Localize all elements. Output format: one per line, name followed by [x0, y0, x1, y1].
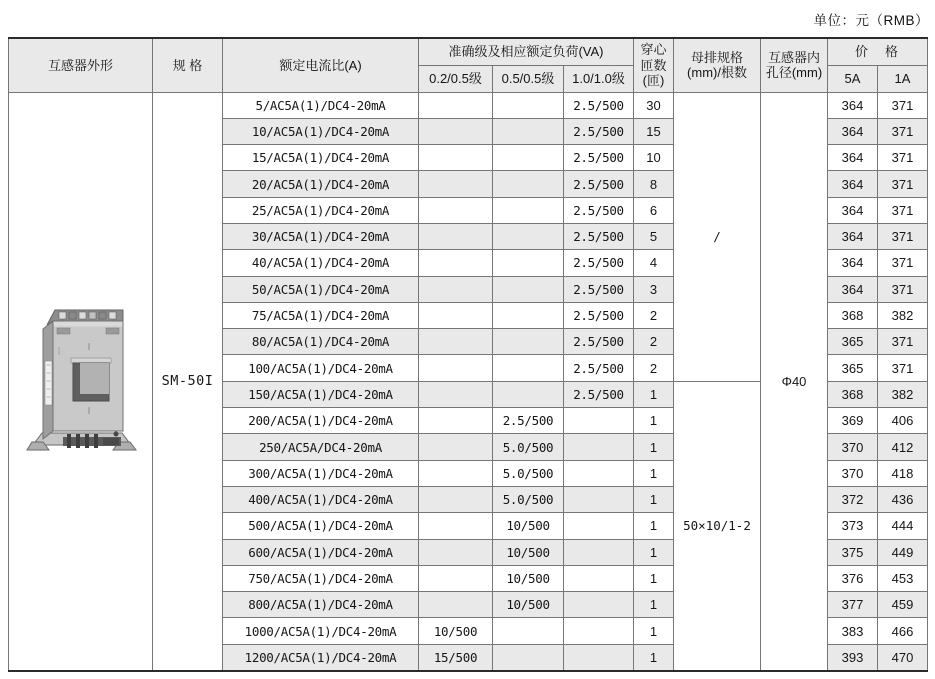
turns-header-line1: 穿心 [640, 42, 667, 58]
load-02-value: 15/500 [419, 644, 493, 670]
ratio-value: 30/AC5A(1)/DC4-20mA [223, 223, 419, 249]
ratio-value: 75/AC5A(1)/DC4-20mA [223, 302, 419, 328]
load-10-value [564, 408, 634, 434]
price-5a-value: 368 [828, 381, 878, 407]
header-row-1 [9, 38, 928, 65]
turns-value: 1 [634, 644, 674, 670]
turns-value: 1 [634, 460, 674, 486]
load-02-value [419, 434, 493, 460]
turns-value: 1 [634, 513, 674, 539]
load-05-value [493, 644, 564, 670]
col-header-accuracy-10: 1.0/1.0级 [564, 65, 634, 92]
load-02-value [419, 118, 493, 144]
ratio-value: 150/AC5A(1)/DC4-20mA [223, 381, 419, 407]
price-5a-value: 364 [828, 92, 878, 118]
turns-value: 2 [634, 355, 674, 381]
price-table [8, 37, 928, 672]
table-header [9, 38, 928, 92]
price-5a-value: 364 [828, 250, 878, 276]
turns-value: 30 [634, 92, 674, 118]
turns-value: 1 [634, 539, 674, 565]
price-1a-value: 371 [878, 250, 928, 276]
load-02-value [419, 276, 493, 302]
price-5a-value: 370 [828, 434, 878, 460]
load-02-value [419, 145, 493, 171]
price-1a-value: 371 [878, 145, 928, 171]
load-10-value [564, 513, 634, 539]
load-05-value [493, 355, 564, 381]
price-1a-value: 406 [878, 408, 928, 434]
load-10-value: 2.5/500 [564, 92, 634, 118]
load-10-value [564, 486, 634, 512]
ratio-value: 40/AC5A(1)/DC4-20mA [223, 250, 419, 276]
load-02-value [419, 329, 493, 355]
price-5a-value: 368 [828, 302, 878, 328]
load-02-value [419, 513, 493, 539]
load-10-value [564, 460, 634, 486]
bore-header-line1: 互感器内 [767, 49, 820, 65]
load-02-value [419, 539, 493, 565]
turns-value: 1 [634, 381, 674, 407]
table-body [9, 92, 928, 671]
price-5a-value: 364 [828, 276, 878, 302]
price-5a-value: 364 [828, 197, 878, 223]
price-5a-value: 364 [828, 171, 878, 197]
price-5a-value: 377 [828, 592, 878, 618]
load-10-value [564, 592, 634, 618]
price-1a-value: 371 [878, 355, 928, 381]
price-5a-value: 364 [828, 118, 878, 144]
turns-value: 1 [634, 486, 674, 512]
load-02-value [419, 355, 493, 381]
col-header-price-5a: 5A [828, 65, 878, 92]
load-02-value [419, 565, 493, 591]
turns-value: 1 [634, 592, 674, 618]
price-1a-value: 371 [878, 223, 928, 249]
turns-value: 5 [634, 223, 674, 249]
load-02-value [419, 486, 493, 512]
price-1a-value: 449 [878, 539, 928, 565]
bore-value: Φ40 [761, 92, 828, 671]
load-10-value: 2.5/500 [564, 276, 634, 302]
busbar-value: / [674, 92, 761, 381]
load-10-value [564, 618, 634, 644]
load-05-value: 5.0/500 [493, 486, 564, 512]
price-5a-value: 365 [828, 329, 878, 355]
ratio-value: 1000/AC5A(1)/DC4-20mA [223, 618, 419, 644]
price-5a-value: 370 [828, 460, 878, 486]
price-1a-value: 371 [878, 276, 928, 302]
load-10-value: 2.5/500 [564, 250, 634, 276]
ratio-value: 50/AC5A(1)/DC4-20mA [223, 276, 419, 302]
col-header-appearance: 互感器外形 [9, 38, 153, 92]
load-02-value [419, 460, 493, 486]
price-5a-value: 373 [828, 513, 878, 539]
turns-value: 4 [634, 250, 674, 276]
load-02-value [419, 250, 493, 276]
load-10-value: 2.5/500 [564, 118, 634, 144]
turns-value: 1 [634, 408, 674, 434]
price-1a-value: 371 [878, 118, 928, 144]
load-05-value [493, 118, 564, 144]
ratio-value: 300/AC5A(1)/DC4-20mA [223, 460, 419, 486]
load-05-value [493, 197, 564, 223]
ratio-value: 600/AC5A(1)/DC4-20mA [223, 539, 419, 565]
load-10-value: 2.5/500 [564, 302, 634, 328]
turns-value: 1 [634, 565, 674, 591]
col-header-accuracy-group: 准确级及相应额定负荷(VA) [419, 38, 634, 65]
load-05-value: 5.0/500 [493, 460, 564, 486]
price-1a-value: 418 [878, 460, 928, 486]
price-1a-value: 444 [878, 513, 928, 539]
price-5a-value: 375 [828, 539, 878, 565]
load-02-value: 10/500 [419, 618, 493, 644]
load-02-value [419, 92, 493, 118]
turns-value: 6 [634, 197, 674, 223]
price-5a-value: 376 [828, 565, 878, 591]
load-05-value [493, 223, 564, 249]
turns-header-line2: 匝数 [640, 57, 667, 73]
turns-value: 1 [634, 434, 674, 460]
price-1a-value: 459 [878, 592, 928, 618]
price-5a-value: 364 [828, 145, 878, 171]
load-10-value: 2.5/500 [564, 171, 634, 197]
col-header-spec: 规 格 [153, 38, 223, 92]
load-05-value [493, 302, 564, 328]
ratio-value: 200/AC5A(1)/DC4-20mA [223, 408, 419, 434]
load-05-value [493, 381, 564, 407]
turns-value: 2 [634, 329, 674, 355]
load-10-value: 2.5/500 [564, 355, 634, 381]
col-header-price-1a: 1A [878, 65, 928, 92]
load-10-value: 2.5/500 [564, 223, 634, 249]
load-05-value [493, 171, 564, 197]
bore-header-line2: 孔径(mm) [765, 65, 823, 81]
load-02-value [419, 408, 493, 434]
ratio-value: 750/AC5A(1)/DC4-20mA [223, 565, 419, 591]
ratio-value: 100/AC5A(1)/DC4-20mA [223, 355, 419, 381]
price-1a-value: 470 [878, 644, 928, 670]
price-1a-value: 453 [878, 565, 928, 591]
load-05-value: 5.0/500 [493, 434, 564, 460]
turns-value: 15 [634, 118, 674, 144]
load-10-value [564, 434, 634, 460]
ratio-value: 5/AC5A(1)/DC4-20mA [223, 92, 419, 118]
busbar-header-line2: (mm)/根数 [687, 65, 747, 81]
busbar-header-line1: 母排规格 [690, 49, 743, 65]
load-10-value: 2.5/500 [564, 197, 634, 223]
ratio-value: 400/AC5A(1)/DC4-20mA [223, 486, 419, 512]
price-1a-value: 466 [878, 618, 928, 644]
col-header-accuracy-02: 0.2/0.5级 [419, 65, 493, 92]
col-header-ratio: 额定电流比(A) [223, 38, 419, 92]
ratio-value: 80/AC5A(1)/DC4-20mA [223, 329, 419, 355]
load-10-value: 2.5/500 [564, 381, 634, 407]
col-header-turns [634, 38, 674, 92]
col-header-busbar [674, 38, 761, 92]
ratio-value: 800/AC5A(1)/DC4-20mA [223, 592, 419, 618]
load-05-value [493, 145, 564, 171]
ratio-value: 25/AC5A(1)/DC4-20mA [223, 197, 419, 223]
load-02-value [419, 302, 493, 328]
load-05-value: 10/500 [493, 592, 564, 618]
turns-value: 10 [634, 145, 674, 171]
turns-value: 2 [634, 302, 674, 328]
price-1a-value: 382 [878, 302, 928, 328]
ratio-value: 20/AC5A(1)/DC4-20mA [223, 171, 419, 197]
ratio-value: 15/AC5A(1)/DC4-20mA [223, 145, 419, 171]
load-05-value [493, 92, 564, 118]
load-05-value [493, 329, 564, 355]
load-02-value [419, 223, 493, 249]
ratio-value: 500/AC5A(1)/DC4-20mA [223, 513, 419, 539]
price-5a-value: 393 [828, 644, 878, 670]
load-05-value [493, 250, 564, 276]
load-05-value [493, 618, 564, 644]
transformer-photo [23, 303, 139, 459]
busbar-value: 50×10/1-2 [674, 381, 761, 670]
price-1a-value: 412 [878, 434, 928, 460]
price-1a-value: 371 [878, 197, 928, 223]
ratio-value: 1200/AC5A(1)/DC4-20mA [223, 644, 419, 670]
load-02-value [419, 381, 493, 407]
price-1a-value: 371 [878, 329, 928, 355]
price-5a-value: 369 [828, 408, 878, 434]
load-05-value: 10/500 [493, 539, 564, 565]
load-10-value [564, 565, 634, 591]
load-02-value [419, 197, 493, 223]
col-header-price-group: 价 格 [828, 38, 928, 65]
load-02-value [419, 592, 493, 618]
price-1a-value: 371 [878, 92, 928, 118]
spec-value: SM-50I [153, 92, 223, 671]
ratio-value: 10/AC5A(1)/DC4-20mA [223, 118, 419, 144]
turns-value: 8 [634, 171, 674, 197]
turns-value: 1 [634, 618, 674, 644]
load-05-value: 10/500 [493, 565, 564, 591]
turns-header-line3: (匝) [642, 72, 665, 88]
col-header-accuracy-05: 0.5/0.5级 [493, 65, 564, 92]
load-02-value [419, 171, 493, 197]
price-5a-value: 364 [828, 223, 878, 249]
unit-label: 单位：元（RMB） [813, 13, 929, 28]
price-5a-value: 383 [828, 618, 878, 644]
load-05-value: 2.5/500 [493, 408, 564, 434]
load-10-value: 2.5/500 [564, 145, 634, 171]
load-10-value: 2.5/500 [564, 329, 634, 355]
load-05-value: 10/500 [493, 513, 564, 539]
turns-value: 3 [634, 276, 674, 302]
price-1a-value: 371 [878, 171, 928, 197]
price-1a-value: 382 [878, 381, 928, 407]
load-10-value [564, 644, 634, 670]
table-row [9, 92, 928, 118]
load-05-value [493, 276, 564, 302]
col-header-bore [761, 38, 828, 92]
price-5a-value: 365 [828, 355, 878, 381]
ratio-value: 250/AC5A/DC4-20mA [223, 434, 419, 460]
price-5a-value: 372 [828, 486, 878, 512]
load-10-value [564, 539, 634, 565]
price-1a-value: 436 [878, 486, 928, 512]
product-photo-cell [9, 92, 153, 671]
